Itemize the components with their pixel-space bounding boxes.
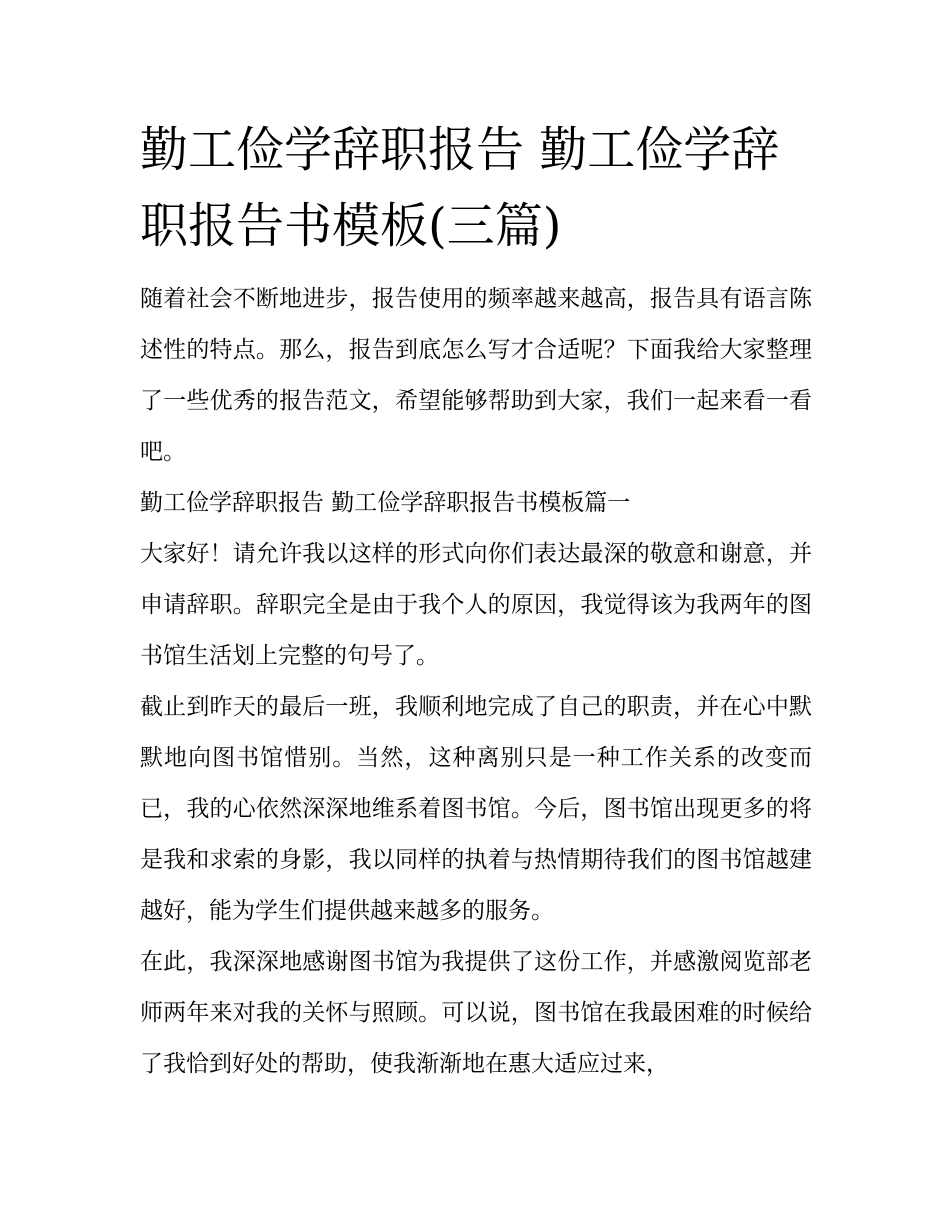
paragraph-thanks: 在此，我深深地感谢图书馆为我提供了这份工作，并感激阅览部老师两年来对我的关怀与照顾。可以说，图书馆在我最困难的时候给了我恰到好处的帮助，使我渐渐地在惠大适应过来， <box>140 949 812 1077</box>
paragraph-intro: 随着社会不断地进步，报告使用的频率越来越高，报告具有语言陈述性的特点。那么，报告到底怎么写才合适呢？下面我给大家整理了一些优秀的报告范文，希望能够帮助到大家，我们一起来看一看吧。 <box>140 286 812 465</box>
section-heading: 勤工俭学辞职报告 勤工俭学辞职报告书模板篇一 <box>140 490 631 516</box>
paragraph-last-shift: 截止到昨天的最后一班，我顺利地完成了自己的职责，并在心中默默地向图书馆惜别。当然，这种离别只是一种工作关系的改变而已，我的心依然深深地维系着图书馆。今后，图书馆出现更多的将是我和求索的身影，我以同样的执着与热情期待我们的图书馆越建越好，能为学生们提供越来越多的服务。 <box>140 694 812 924</box>
document-body <box>140 112 812 1090</box>
document-title: 勤工俭学辞职报告 勤工俭学辞职报告书模板(三篇) <box>140 122 780 254</box>
paragraph-greeting: 大家好！请允许我以这样的形式向你们表达最深的敬意和谢意，并申请辞职。辞职完全是由于我个人的原因，我觉得该为我两年的图书馆生活划上完整的句号了。 <box>140 541 812 669</box>
